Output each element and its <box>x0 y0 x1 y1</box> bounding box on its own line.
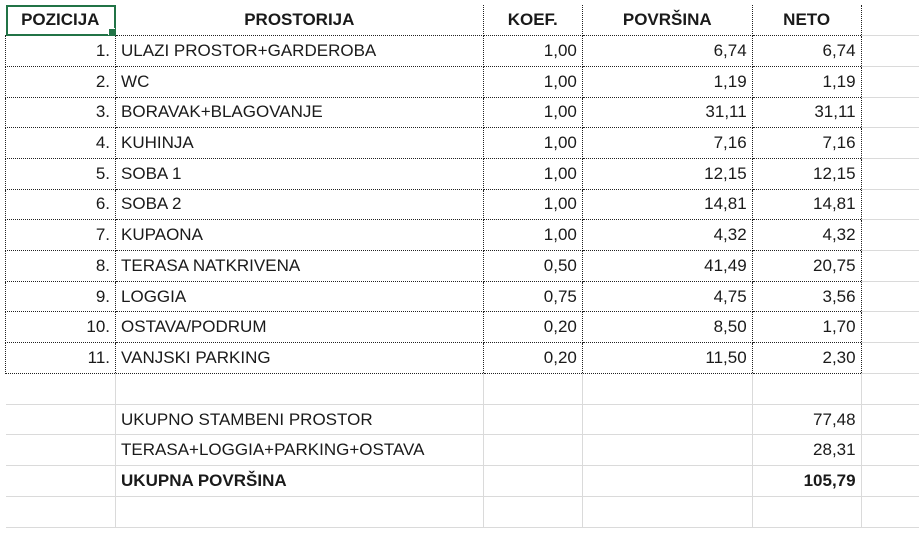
cell-povrsina[interactable]: 12,15 <box>582 158 752 189</box>
empty-cell[interactable] <box>861 435 919 466</box>
cell-pozicija[interactable]: 7. <box>6 220 116 251</box>
blank-row <box>6 496 919 527</box>
empty-cell[interactable] <box>752 373 861 404</box>
cell-koef[interactable]: 1,00 <box>483 189 582 220</box>
summary-row <box>6 435 919 466</box>
summary-row <box>6 466 919 497</box>
empty-cell[interactable] <box>861 251 919 282</box>
empty-cell[interactable] <box>483 496 582 527</box>
empty-cell[interactable] <box>861 189 919 220</box>
empty-cell[interactable] <box>483 404 582 435</box>
empty-cell[interactable] <box>861 220 919 251</box>
cell-koef[interactable]: 0,20 <box>483 312 582 343</box>
cell-prostorija[interactable]: KUPAONA <box>116 220 484 251</box>
cell-koef[interactable]: 0,20 <box>483 343 582 374</box>
spreadsheet-grid <box>5 5 919 528</box>
cell-prostorija[interactable]: OSTAVA/PODRUM <box>116 312 484 343</box>
cell-prostorija[interactable]: BORAVAK+BLAGOVANJE <box>116 97 484 128</box>
cell-pozicija[interactable]: 11. <box>6 343 116 374</box>
empty-cell[interactable] <box>861 158 919 189</box>
empty-cell[interactable] <box>861 281 919 312</box>
cell-koef[interactable]: 0,75 <box>483 281 582 312</box>
table-row <box>6 281 919 312</box>
cell-koef[interactable]: 0,50 <box>483 251 582 282</box>
cell-neto[interactable]: 3,56 <box>752 281 861 312</box>
summary-row <box>6 404 919 435</box>
summary-label[interactable]: UKUPNA POVRŠINA <box>116 466 484 497</box>
cell-koef[interactable]: 1,00 <box>483 36 582 67</box>
cell-povrsina[interactable]: 1,19 <box>582 66 752 97</box>
table-row <box>6 220 919 251</box>
cell-neto[interactable]: 2,30 <box>752 343 861 374</box>
cell-pozicija[interactable]: 10. <box>6 312 116 343</box>
cell-prostorija[interactable]: ULAZI PROSTOR+GARDEROBA <box>116 36 484 67</box>
empty-cell[interactable] <box>861 66 919 97</box>
header-cell-pozicija[interactable] <box>6 5 116 36</box>
fill-handle[interactable] <box>108 28 116 36</box>
table-row <box>6 343 919 374</box>
header-cell-neto[interactable]: NETO <box>752 5 861 36</box>
empty-cell[interactable] <box>6 466 116 497</box>
cell-koef[interactable]: 1,00 <box>483 158 582 189</box>
cell-pozicija[interactable]: 8. <box>6 251 116 282</box>
table-row <box>6 312 919 343</box>
cell-povrsina[interactable]: 7,16 <box>582 128 752 159</box>
blank-row <box>6 373 919 404</box>
cell-povrsina[interactable]: 11,50 <box>582 343 752 374</box>
cell-neto[interactable]: 6,74 <box>752 36 861 67</box>
cell-pozicija[interactable]: 6. <box>6 189 116 220</box>
cell-neto[interactable]: 4,32 <box>752 220 861 251</box>
header-cell-koef[interactable]: KOEF. <box>483 5 582 36</box>
empty-cell[interactable] <box>116 373 484 404</box>
cell-pozicija[interactable]: 3. <box>6 97 116 128</box>
cell-prostorija[interactable]: TERASA NATKRIVENA <box>116 251 484 282</box>
empty-cell[interactable] <box>582 496 752 527</box>
summary-label[interactable]: UKUPNO STAMBENI PROSTOR <box>116 404 484 435</box>
header-row <box>6 5 919 36</box>
cell-povrsina[interactable]: 14,81 <box>582 189 752 220</box>
cell-neto[interactable]: 7,16 <box>752 128 861 159</box>
empty-cell[interactable] <box>483 373 582 404</box>
empty-cell[interactable] <box>582 466 752 497</box>
cell-pozicija[interactable]: 4. <box>6 128 116 159</box>
cell-neto[interactable]: 1,70 <box>752 312 861 343</box>
cell-prostorija[interactable]: SOBA 2 <box>116 189 484 220</box>
empty-cell[interactable] <box>861 404 919 435</box>
empty-cell[interactable] <box>6 435 116 466</box>
cell-prostorija[interactable]: WC <box>116 66 484 97</box>
empty-cell[interactable] <box>861 496 919 527</box>
cell-povrsina[interactable]: 6,74 <box>582 36 752 67</box>
table-row <box>6 66 919 97</box>
table-row <box>6 97 919 128</box>
empty-cell[interactable] <box>582 373 752 404</box>
empty-cell[interactable] <box>861 5 919 36</box>
cell-povrsina[interactable]: 41,49 <box>582 251 752 282</box>
summary-value[interactable]: 28,31 <box>752 435 861 466</box>
empty-cell[interactable] <box>861 97 919 128</box>
cell-neto[interactable]: 31,11 <box>752 97 861 128</box>
header-cell-prostorija[interactable]: PROSTORIJA <box>116 5 484 36</box>
cell-povrsina[interactable]: 31,11 <box>582 97 752 128</box>
cell-neto[interactable]: 14,81 <box>752 189 861 220</box>
cell-povrsina[interactable]: 4,75 <box>582 281 752 312</box>
cell-povrsina[interactable]: 8,50 <box>582 312 752 343</box>
cell-pozicija[interactable]: 1. <box>6 36 116 67</box>
cell-pozicija[interactable]: 9. <box>6 281 116 312</box>
empty-cell[interactable] <box>861 312 919 343</box>
table-row <box>6 251 919 282</box>
empty-cell[interactable] <box>6 373 116 404</box>
empty-cell[interactable] <box>861 343 919 374</box>
summary-value[interactable]: 77,48 <box>752 404 861 435</box>
empty-cell[interactable] <box>861 466 919 497</box>
cell-neto[interactable]: 1,19 <box>752 66 861 97</box>
cell-prostorija[interactable]: KUHINJA <box>116 128 484 159</box>
table-row <box>6 189 919 220</box>
empty-cell[interactable] <box>861 128 919 159</box>
empty-cell[interactable] <box>116 496 484 527</box>
table-row <box>6 36 919 67</box>
empty-cell[interactable] <box>752 496 861 527</box>
cell-neto[interactable]: 20,75 <box>752 251 861 282</box>
cell-koef[interactable]: 1,00 <box>483 66 582 97</box>
cell-pozicija[interactable]: 5. <box>6 158 116 189</box>
cell-koef[interactable]: 1,00 <box>483 128 582 159</box>
empty-cell[interactable] <box>483 435 582 466</box>
cell-neto[interactable]: 12,15 <box>752 158 861 189</box>
empty-cell[interactable] <box>6 404 116 435</box>
empty-cell[interactable] <box>861 373 919 404</box>
table-row <box>6 158 919 189</box>
table-row <box>6 128 919 159</box>
cell-prostorija[interactable]: SOBA 1 <box>116 158 484 189</box>
cell-prostorija[interactable]: LOGGIA <box>116 281 484 312</box>
cell-pozicija[interactable]: 2. <box>6 66 116 97</box>
cell-prostorija[interactable]: VANJSKI PARKING <box>116 343 484 374</box>
empty-cell[interactable] <box>582 435 752 466</box>
cell-koef[interactable]: 1,00 <box>483 97 582 128</box>
empty-cell[interactable] <box>582 404 752 435</box>
empty-cell[interactable] <box>483 466 582 497</box>
cell-koef[interactable]: 1,00 <box>483 220 582 251</box>
summary-value[interactable]: 105,79 <box>752 466 861 497</box>
header-cell-povrsina[interactable]: POVRŠINA <box>582 5 752 36</box>
empty-cell[interactable] <box>6 496 116 527</box>
cell-povrsina[interactable]: 4,32 <box>582 220 752 251</box>
summary-label[interactable]: TERASA+LOGGIA+PARKING+OSTAVA <box>116 435 484 466</box>
header-pozicija-label: POZICIJA <box>21 10 100 30</box>
empty-cell[interactable] <box>861 36 919 67</box>
